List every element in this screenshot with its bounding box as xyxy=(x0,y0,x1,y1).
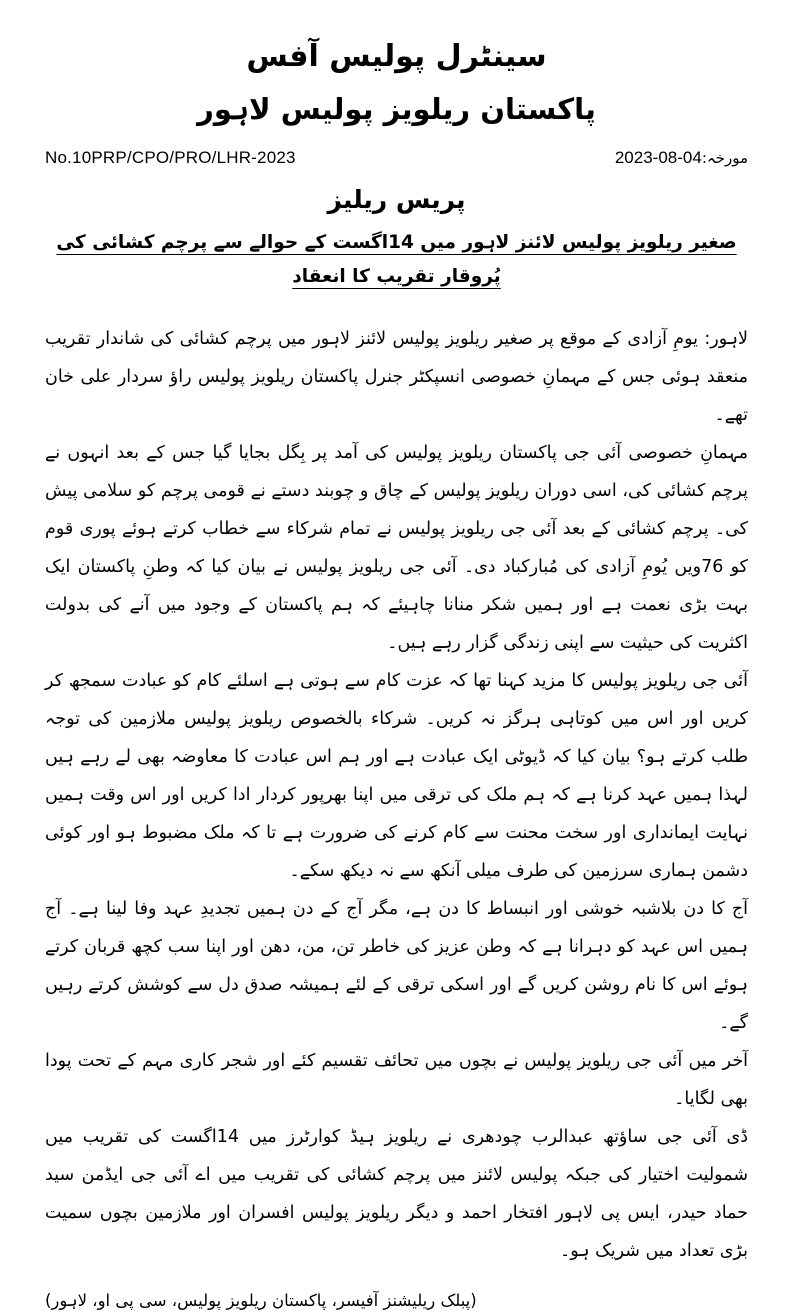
reference-row xyxy=(45,148,748,168)
body-paragraph-6: ڈی آئی جی ساؤتھ عبدالرب چودھری نے ریلویز ہیڈ کوارٹرز میں 14اگست کی تقریب میں شمولیت اختیار کی جبکہ پولیس لائنز میں پرچم کشائی کی تقریب میں اے آئی جی ایڈمن سید حماد حیدر، ایس پی لاہور افتخار احمد و دیگر ریلویز پولیس افسران اور ملازمین بچوں سمیت بڑی تعداد میں شریک ہو۔ xyxy=(45,1127,748,1261)
body-paragraph-2: مہمانِ خصوصی آئی جی پاکستان ریلویز پولیس کی آمد پر بِگل بجایا گیا جس کے بعد انہوں نے پرچم کشائی کی، اسی دوران ریلویز پولیس کے چاق و چوبند دستے نے قومی پرچم کو سلامی پیش کی۔ پرچم کشائی کے بعد آئی جی ریلویز پولیس نے تمام شرکاء سے خطاب کرتے ہوئے پوری قوم کو 76ویں یُومِ آزادی کی مُبارکباد دی۔ آئی جی ریلویز پولیس نے بیان کیا کہ وطنِ پاکستان ایک بہت بڑی نعمت ہے اور ہمیں شکر منانا چاہیئے کہ ہم پاکستان کے وجود میں آنے کی بدولت اکثریت کی حیثیت سے اپنی زندگی گزار رہے ہیں۔ xyxy=(45,443,748,653)
body-paragraph-4: آج کا دن بلاشبہ خوشی اور انبساط کا دن ہے، مگر آج کے دن ہمیں تجدیدِ عہد وفا لینا ہے۔ آج ہمیں اس عہد کو دہرانا ہے کہ وطن عزیز کی خاطر تن، من، دھن اور اپنا سب کچھ قربان کرتے ہوئے اس کا نام روشن کریں گے اور اسکی ترقی کے لئے ہمیشہ صدق دل سے کوشش کرتے رہیں گے۔ xyxy=(45,899,748,1033)
org-name-line2: پاکستان ریلویز پولیس لاہور xyxy=(197,92,596,126)
press-release-subtitle xyxy=(45,226,748,294)
document-body xyxy=(45,320,748,1270)
body-paragraph-1: لاہور: یومِ آزادی کے موقع پر صغیر ریلویز پولیس لائنز لاہور میں پرچم کشائی کی شاندار تقریب منعقد ہوئی جس کے مہمانِ خصوصی انسپکٹر جنرل پاکستان ریلویز پولیس راؤ سردار علی خان تھے۔ xyxy=(45,329,748,425)
date-block xyxy=(615,148,748,168)
date-label: مورخہ: xyxy=(701,149,748,167)
body-paragraph-5: آخر میں آئی جی ریلویز پولیس نے بچوں میں تحائف تقسیم کئے اور شجر کاری مہم کے تحت پودا بھی لگایا۔ xyxy=(45,1051,748,1109)
footer-signature: (پبلک ریلیشنز آفیسر، پاکستان ریلویز پولیس، سی پی او، لاہور) xyxy=(45,1291,477,1310)
reference-number: No.10PRP/CPO/PRO/LHR-2023 xyxy=(45,148,296,167)
subtitle-text: صغیر ریلویز پولیس لائنز لاہور میں 14اگست کے حوالے سے پرچم کشائی کی پُروقار تقریب کا انعقاد xyxy=(56,232,737,287)
org-name-line1: سینٹرل پولیس آفس xyxy=(246,39,547,74)
date-value: 04-08-2023 xyxy=(614,148,702,167)
press-release-title: پریس ریلیز xyxy=(327,185,466,214)
body-paragraph-3: آئی جی ریلویز پولیس کا مزید کہنا تھا کہ عزت کام سے ہوتی ہے اسلئے کام کو عبادت سمجھ کر کریں اور اس میں کوتاہی ہرگز نہ کریں۔ شرکاء بالخصوص ریلویز پولیس ملازمین کی توجہ طلب کرتے ہو؟ بیان کیا کہ ڈیوٹی ایک عبادت ہے اور ہم اس عبادت کا معاوضہ بھی لے رہے ہیں لہذا ہمیں عہد کرنا ہے کہ ہم ملک کی ترقی میں اپنا بھرپور کردار ادا کریں اور اس وقت ہمیں نہایت ایمانداری اور سخت محنت سے کام کرنے کی ضرورت ہے تا کہ ملک مضبوط ہو اور کوئی دشمن ہماری سرزمین کی طرف میلی آنکھ سے نہ دیکھ سکے۔ xyxy=(45,671,748,881)
document-header xyxy=(45,30,748,134)
